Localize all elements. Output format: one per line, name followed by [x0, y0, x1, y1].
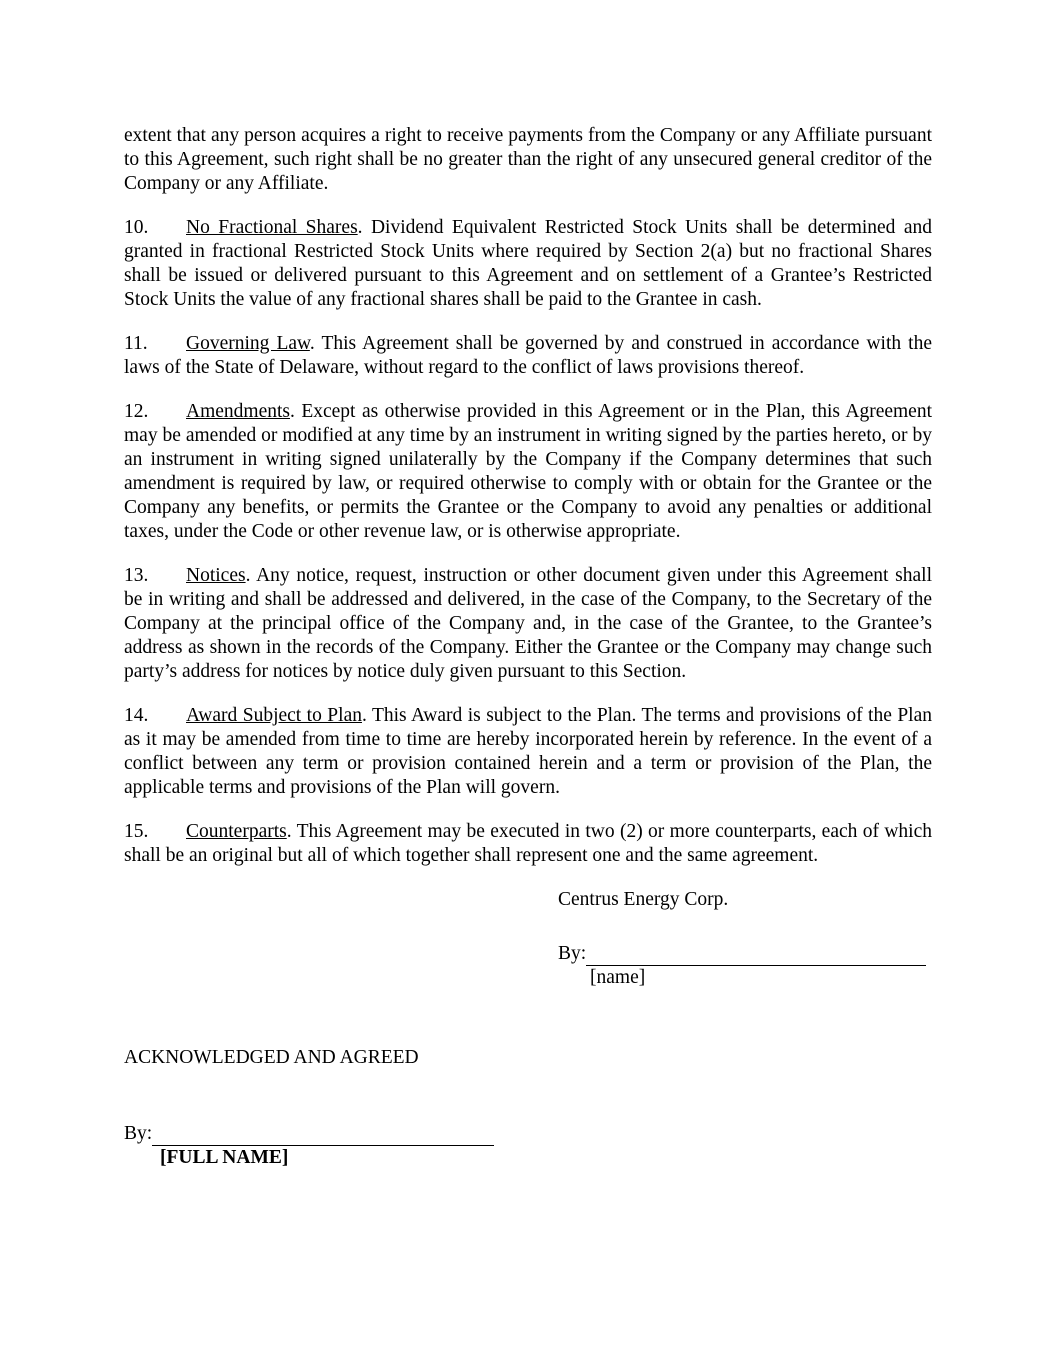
company-signer-name: [name] [590, 967, 646, 988]
section-body: . This Agreement shall be governed by and construed in accordance with the laws of the State of Delaware, without regard to the conflict of laws provisions thereof. [124, 333, 933, 378]
grantee-by-line [124, 1122, 932, 1146]
section-number: 10. [124, 217, 149, 238]
section-15 [124, 820, 932, 868]
section-number: 11. [124, 333, 148, 354]
company-by-line [558, 942, 932, 966]
grantee-by-label: By: [124, 1123, 153, 1144]
section-body: . This Award is subject to the Plan. The terms and provisions of the Plan as it may be amended from time to time are hereby incorporated herein by reference. In the event of a conflict between any term or provision contained herein and a term or provision of the Plan, the applicable terms and provisions of the Plan will govern. [124, 705, 932, 798]
section-heading: No Fractional Shares [186, 217, 358, 238]
section-number: 12. [124, 401, 149, 422]
section-10 [124, 216, 932, 312]
section-body: . This Agreement may be executed in two (2) or more counterparts, each of which shall be an original but all of which together shall represent one and the same agreement. [124, 821, 932, 866]
document-page [124, 124, 932, 1170]
acknowledged-heading: ACKNOWLEDGED AND AGREED [124, 1047, 419, 1068]
section-body: . Dividend Equivalent Restricted Stock Units shall be determined and granted in fractional Restricted Stock Units where required by Section 2(a) but no fractional Shares shall be issued or delivered pursuant to this Agreement and on settlement of a Grantee’s Restricted Stock Units the value of any fractional shares shall be paid to the Grantee in cash. [124, 217, 932, 310]
grantee-signature-line[interactable] [152, 1126, 494, 1146]
company-signature-block [558, 888, 932, 990]
section-heading: Notices [186, 565, 246, 586]
section-number: 15. [124, 821, 149, 842]
grantee-full-name: [FULL NAME] [160, 1147, 289, 1168]
company-name: Centrus Energy Corp. [558, 889, 729, 910]
company-by-label: By: [558, 943, 587, 964]
section-11 [124, 332, 932, 380]
section-number: 13. [124, 565, 149, 586]
opening-paragraph: extent that any person acquires a right to receive payments from the Company or any Affiliate pursuant to this Agreement, such right shall be no greater than the right of any unsecured general creditor of the Company or any Affiliate. [124, 125, 932, 194]
section-heading: Amendments [186, 401, 290, 422]
section-heading: Counterparts [186, 821, 287, 842]
section-number: 14. [124, 705, 149, 726]
company-signature-line[interactable] [586, 946, 926, 966]
section-12 [124, 400, 932, 544]
section-14 [124, 704, 932, 800]
section-body: . Except as otherwise provided in this Agreement or in the Plan, this Agreement may be amended or modified at any time by an instrument in writing signed by the parties hereto, or by an instrument in writing signed unilaterally by the Company if the Company determines that such amendment is required by law, or required otherwise to comply with or obtain for the Grantee or the Company any benefits, or permits the Grantee or the Company to avoid any penalties or additional taxes, under the Code or other revenue law, or is otherwise appropriate. [124, 401, 932, 542]
section-13 [124, 564, 932, 684]
section-heading: Governing Law [186, 333, 310, 354]
section-heading: Award Subject to Plan [186, 705, 362, 726]
section-body: . Any notice, request, instruction or other document given under this Agreement shall be in writing and shall be addressed and delivered, in the case of the Company, to the Secretary of the Company at the principal office of the Company and, in the case of the Grantee, to the Grantee’s address as shown in the records of the Company. Either the Grantee or the Company may change such party’s address for notices by notice duly given pursuant to this Section. [124, 565, 932, 682]
